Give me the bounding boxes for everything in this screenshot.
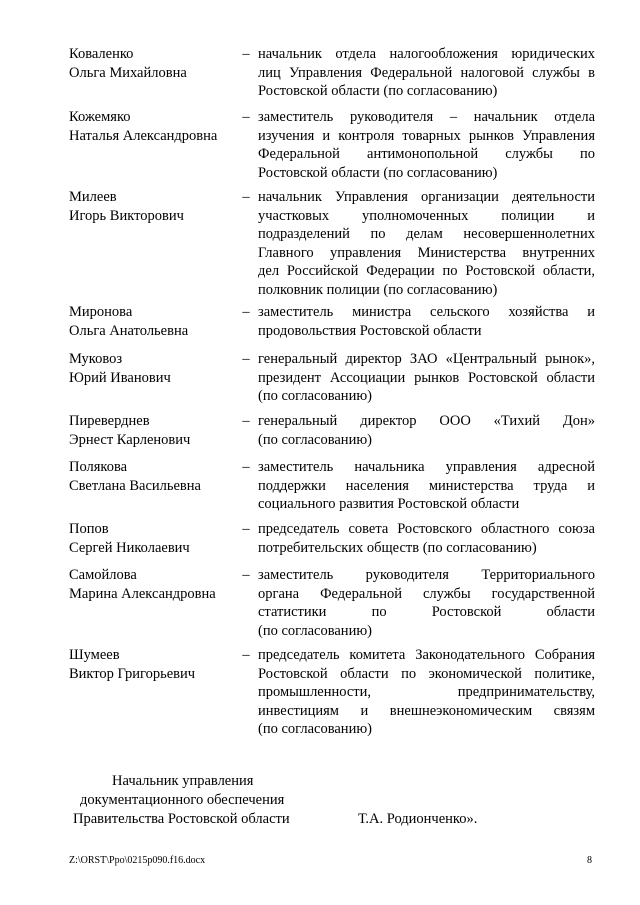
dash-separator: – xyxy=(242,109,250,125)
position-line: (по согласованию) xyxy=(258,721,372,738)
dash-separator: – xyxy=(242,413,250,429)
member-surname: Милеев xyxy=(69,189,117,205)
dash-separator: – xyxy=(242,459,250,475)
member-position xyxy=(258,188,595,300)
signer-name: Т.А. Родионченко». xyxy=(358,811,478,827)
member-name xyxy=(69,350,239,387)
position-line: подразделений по делам несовершеннолетних xyxy=(258,226,595,243)
member-position xyxy=(258,303,595,340)
member-position xyxy=(258,350,595,406)
member-position xyxy=(258,45,595,101)
member-surname: Коваленко xyxy=(69,46,134,62)
member-name xyxy=(69,188,239,225)
position-line: Ростовской области (по согласованию) xyxy=(258,164,498,181)
dash-separator: – xyxy=(242,304,250,320)
signature-title-line-1: Начальник управления xyxy=(112,773,254,789)
member-surname: Полякова xyxy=(69,459,128,475)
position-line: заместитель руководителя – начальник отдела xyxy=(258,109,595,125)
position-line: инвестициям и внешнеэкономическим связям xyxy=(258,702,595,719)
position-line: Ростовской области по экономической политике, xyxy=(258,665,595,682)
position-line: социального развития Ростовской области xyxy=(258,496,520,513)
member-given-names: Виктор Григорьевич xyxy=(69,665,196,682)
member-name xyxy=(69,566,239,603)
member-position xyxy=(258,520,595,557)
member-name xyxy=(69,108,239,145)
member-given-names: Юрий Иванович xyxy=(69,369,171,386)
position-line: председатель совета Ростовского областного союза xyxy=(258,521,595,537)
signature-title-line-3: Правительства Ростовской области xyxy=(73,811,290,827)
member-surname: Самойлова xyxy=(69,567,137,583)
member-name xyxy=(69,458,239,495)
position-line: заместитель начальника управления адресной xyxy=(258,459,595,475)
position-line: (по согласованию) xyxy=(258,431,372,448)
member-given-names: Ольга Михайловна xyxy=(69,64,187,81)
position-line: президент Ассоциации рынков Ростовской области xyxy=(258,369,595,386)
member-given-names: Ольга Анатольевна xyxy=(69,322,189,339)
position-line: участковых уполномоченных полиции и xyxy=(258,207,595,224)
position-line: продовольствия Ростовской области xyxy=(258,322,482,339)
footer-page-number: 8 xyxy=(587,855,592,866)
dash-separator: – xyxy=(242,189,250,205)
member-surname: Миронова xyxy=(69,304,133,320)
member-position xyxy=(258,458,595,514)
member-name xyxy=(69,520,239,557)
position-line: Ростовской области (по согласованию) xyxy=(258,83,498,100)
position-line: статистики по Ростовской области xyxy=(258,604,595,621)
position-line: Главного управления Министерства внутренних xyxy=(258,244,595,261)
position-line: (по согласованию) xyxy=(258,388,372,405)
member-position xyxy=(258,566,595,640)
member-position xyxy=(258,646,595,739)
member-surname: Муковоз xyxy=(69,351,123,367)
member-surname: Попов xyxy=(69,521,109,537)
dash-separator: – xyxy=(242,567,250,583)
dash-separator: – xyxy=(242,521,250,537)
dash-separator: – xyxy=(242,46,250,62)
position-line: генеральный директор ЗАО «Центральный рынок», xyxy=(258,351,595,367)
position-line: (по согласованию) xyxy=(258,622,372,639)
position-line: Федеральной антимонопольной службы по xyxy=(258,146,595,163)
position-line: лиц Управления Федеральной налоговой службы в xyxy=(258,64,595,81)
member-surname: Шумеев xyxy=(69,647,120,663)
dash-separator: – xyxy=(242,351,250,367)
member-given-names: Светлана Васильевна xyxy=(69,477,201,494)
position-line: изучения и контроля товарных рынков Управления xyxy=(258,127,595,144)
member-name xyxy=(69,412,239,449)
member-name xyxy=(69,45,239,82)
position-line: потребительских обществ (по согласованию) xyxy=(258,539,537,556)
member-given-names: Наталья Александровна xyxy=(69,127,218,144)
member-surname: Кожемяко xyxy=(69,109,131,125)
member-given-names: Игорь Викторович xyxy=(69,207,184,224)
position-line: органа Федеральной службы государственной xyxy=(258,585,595,602)
position-line: генеральный директор ООО «Тихий Дон» xyxy=(258,413,595,429)
member-name xyxy=(69,646,239,683)
position-line: начальник Управления организации деятельности xyxy=(258,189,595,205)
footer-file-path: Z:\ORST\Ppo\0215p090.f16.docx xyxy=(69,855,206,866)
position-line: поддержки населения министерства труда и xyxy=(258,477,595,494)
position-line: дел Российской Федерации по Ростовской области, xyxy=(258,263,595,280)
position-line: председатель комитета Законодательного Собрания xyxy=(258,647,595,663)
position-line: промышленности, предпринимательству, xyxy=(258,684,595,701)
member-given-names: Марина Александровна xyxy=(69,585,216,602)
position-line: полковник полиции (по согласованию) xyxy=(258,281,498,298)
position-line: начальник отдела налогообложения юридических xyxy=(258,46,595,62)
dash-separator: – xyxy=(242,647,250,663)
member-position xyxy=(258,108,595,182)
member-position xyxy=(258,412,595,449)
member-given-names: Эрнест Карленович xyxy=(69,431,191,448)
member-name xyxy=(69,303,239,340)
signature-title-line-2: документационного обеспечения xyxy=(80,792,285,808)
position-line: заместитель руководителя Территориального xyxy=(258,567,595,583)
member-surname: Пиреверднев xyxy=(69,413,150,429)
member-given-names: Сергей Николаевич xyxy=(69,539,190,556)
position-line: заместитель министра сельского хозяйства и xyxy=(258,304,595,320)
